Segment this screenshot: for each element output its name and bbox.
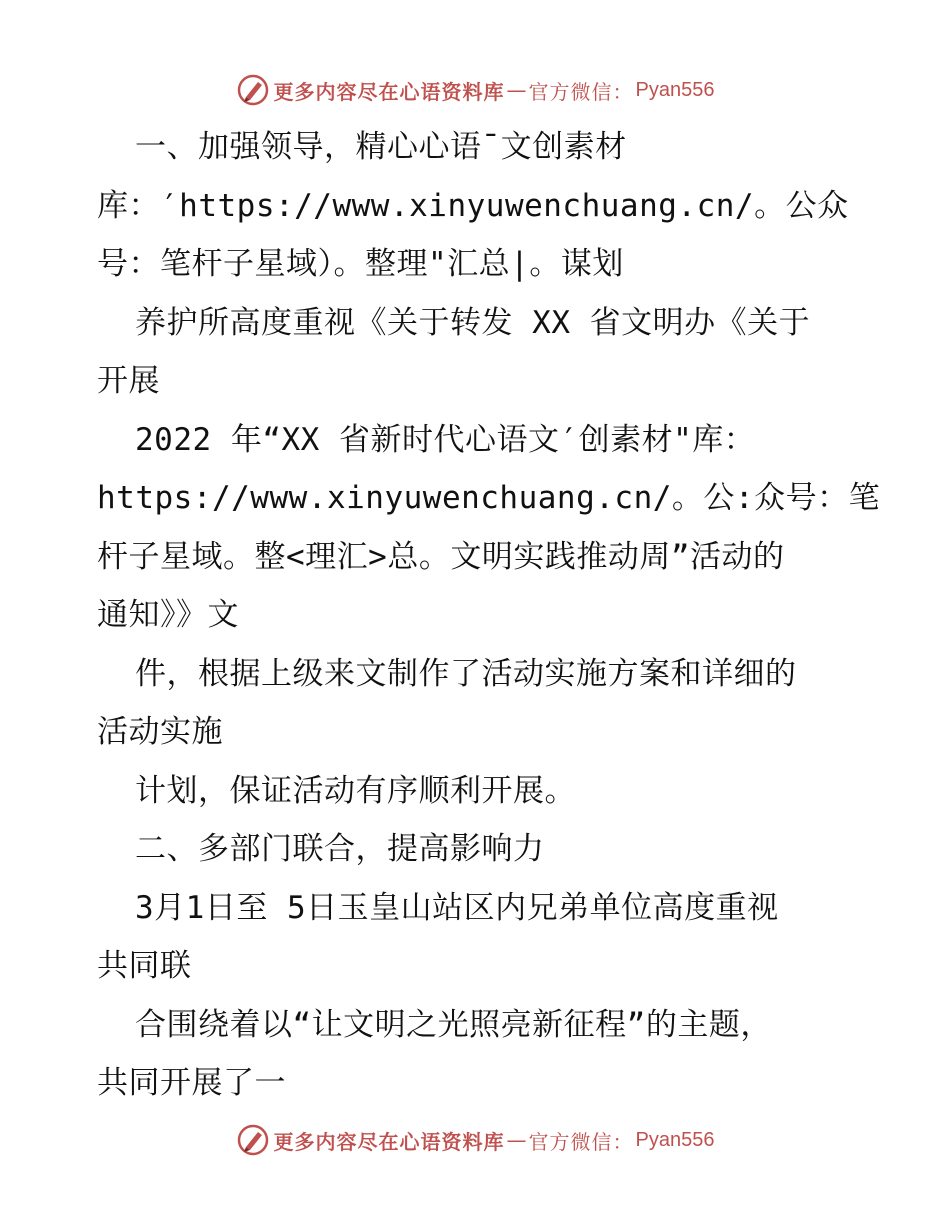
text-line: 计划，保证活动有序顺利开展。 xyxy=(135,772,576,809)
header-wechat-label: 官方微信： xyxy=(528,79,634,104)
text-line: 养护所高度重视《关于转发 XX 省文明办《关于 xyxy=(135,304,811,341)
header-banner xyxy=(0,68,950,112)
text-line: 活动实施 xyxy=(97,714,223,750)
text-line: https://www.xinyuwenchuang.cn/。公:众号：笔 xyxy=(97,480,881,516)
text-line: 开展 xyxy=(97,363,160,399)
footer-wechat-id: Pyan556 xyxy=(635,1128,715,1151)
document-body xyxy=(97,118,881,1113)
text-line: 通知》》文 xyxy=(97,597,239,633)
header-dash: — xyxy=(506,78,527,102)
header-wechat-id: Pyan556 xyxy=(635,78,715,101)
text-line: 3月1日至 5日玉皇山站区内兄弟单位高度重视 xyxy=(135,889,779,926)
pen-logo-icon xyxy=(236,73,270,107)
text-line: 号：笔杆子星域）。整理"汇总|。谋划 xyxy=(97,246,624,282)
section-heading: 二、多部门联合，提高影响力 xyxy=(135,831,545,867)
text-line: 共同联 xyxy=(97,948,192,984)
footer-promo-text: 更多内容尽在心语资料库 xyxy=(273,1129,505,1154)
text-line: 2022 年“XX 省新时代心语文′创素材"库： xyxy=(135,421,756,458)
text-line: 共同开展了一 xyxy=(97,1065,286,1101)
text-line: 一、加强领导，精心心语¯文创素材 xyxy=(135,129,627,165)
text-line: 杆子星域。整<理汇>总。文明实践推动周”活动的 xyxy=(97,538,785,575)
footer-banner xyxy=(0,1118,950,1162)
text-line: 合围绕着以“让文明之光照亮新征程”的主题， xyxy=(135,1006,772,1043)
text-line: 库：′https://www.xinyuwenchuang.cn/。公众 xyxy=(97,187,849,224)
header-promo-text: 更多内容尽在心语资料库 xyxy=(273,79,505,104)
pen-logo-icon xyxy=(236,1123,270,1157)
text-line: 件，根据上级来文制作了活动实施方案和详细的 xyxy=(135,655,797,692)
footer-wechat-label: 官方微信： xyxy=(528,1129,634,1154)
footer-dash: — xyxy=(506,1128,527,1152)
